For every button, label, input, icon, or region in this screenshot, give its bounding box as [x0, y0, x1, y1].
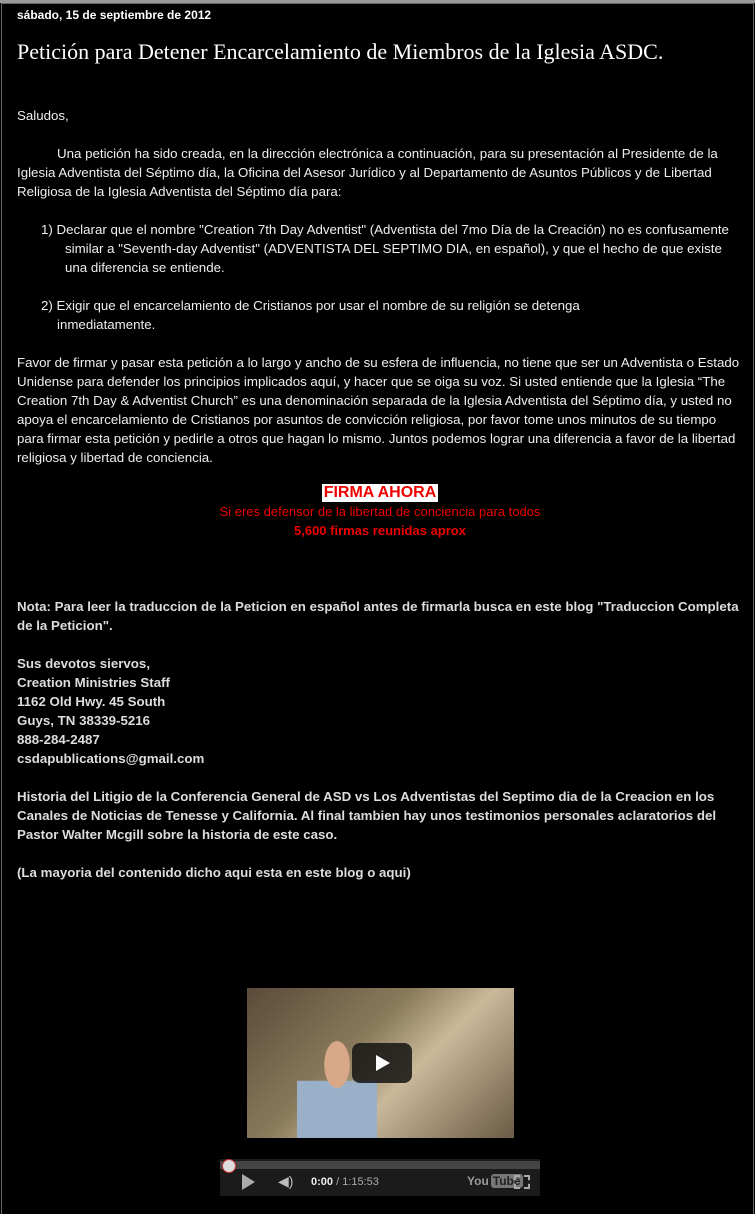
signature-count: 5,600 firmas reunidas aprox	[294, 523, 466, 538]
greeting: Saludos,	[17, 108, 69, 123]
signature-line: 1162 Old Hwy. 45 South	[17, 694, 166, 709]
signature-email[interactable]: csdapublications@gmail.com	[17, 751, 205, 766]
current-time: 0:00	[311, 1176, 334, 1188]
scrubber-handle[interactable]	[222, 1159, 236, 1173]
note-paragraph: Nota: Para leer la traduccion de la Peticion en español antes de firmarla busca en este blog "Traduccion Completa de la Peticion".	[17, 599, 739, 633]
signature-line: Guys, TN 38339-5216	[17, 713, 151, 728]
signature-line: Sus devotos siervos,	[17, 656, 151, 671]
more-info-paragraph: (La mayoria del contenido dicho aqui esta en este blog o aqui)	[17, 865, 411, 880]
post-title: Petición para Detener Encarcelamiento de Miembros de la Iglesia ASDC.	[17, 39, 664, 64]
appeal-paragraph: Favor de firmar y pasar esta petición a lo largo y ancho de su esfera de influencia, no tiene que ser un Adventista o Estado Unidense para defender los principios implicados aquí, y hacer que se oiga su voz. Si usted entiende que la Iglesia “The Creation 7th Day & Adventist Church” es una denominación separada de la Iglesia Adventista del Séptimo día, y usted no apoya el encarcelamiento de Cristianos por asuntos de convicción religiosa, por favor tome unos minutos de su tiempo para firmar esta petición y pedirle a otros que hagan lo mismo. Juntos podemos lograr una diferencia a favor de la libertad religiosa y libertad de conciencia.	[17, 355, 740, 465]
history-paragraph: Historia del Litigio de la Conferencia General de ASD vs Los Adventistas del Septimo dia de la Creacion en los Canales de Noticias de Tenesse y California. Al final tambien hay unos testimonios personales aclaratorios del Pastor Walter Mcgill sobre la historia de este caso.	[17, 789, 717, 842]
signature-block	[17, 654, 743, 768]
sign-now-link[interactable]: FIRMA AHORA	[323, 484, 437, 501]
youtube-logo-you: You	[467, 1174, 489, 1188]
duration: / 1:15:53	[336, 1176, 379, 1188]
progress-bar[interactable]	[220, 1161, 540, 1169]
fullscreen-icon[interactable]	[514, 1175, 530, 1189]
signature-line: 888-284-2487	[17, 732, 100, 747]
large-play-icon[interactable]	[352, 1043, 412, 1083]
list-item: 1) Declarar que el nombre "Creation 7th Day Adventist" (Adventista del 7mo Día de la Creación) no es confusamente similar a "Seventh-day Adventist" (ADVENTISTA DEL SEPTIMO DIA, en español), y que el hecho de que existe una diferencia se entiende.	[41, 222, 729, 275]
video-controls	[220, 1159, 540, 1196]
signature-line: Creation Ministries Staff	[17, 675, 170, 690]
post-date: sábado, 15 de septiembre de 2012	[17, 8, 212, 22]
intro-paragraph: Una petición ha sido creada, en la dirección electrónica a continuación, para su presentación al Presidente de la Iglesia Adventista del Séptimo día, la Oficina del Asesor Jurídico y al Departamento de Asuntos Públicos y de Libertad Religiosa de la Iglesia Adventista del Séptimo día para:	[17, 146, 718, 199]
volume-icon[interactable]: ◀)	[278, 1173, 294, 1189]
youtube-logo-tube: Tube	[492, 1174, 521, 1188]
sign-subtitle: Si eres defensor de la libertad de conciencia para todos	[219, 504, 541, 519]
post-body	[17, 106, 743, 901]
list-item: 2) Exigir que el encarcelamiento de Cristianos por usar el nombre de su religión se detenga inmediatamente.	[41, 298, 580, 332]
video-thumbnail[interactable]	[247, 988, 514, 1138]
play-icon[interactable]	[242, 1174, 255, 1190]
